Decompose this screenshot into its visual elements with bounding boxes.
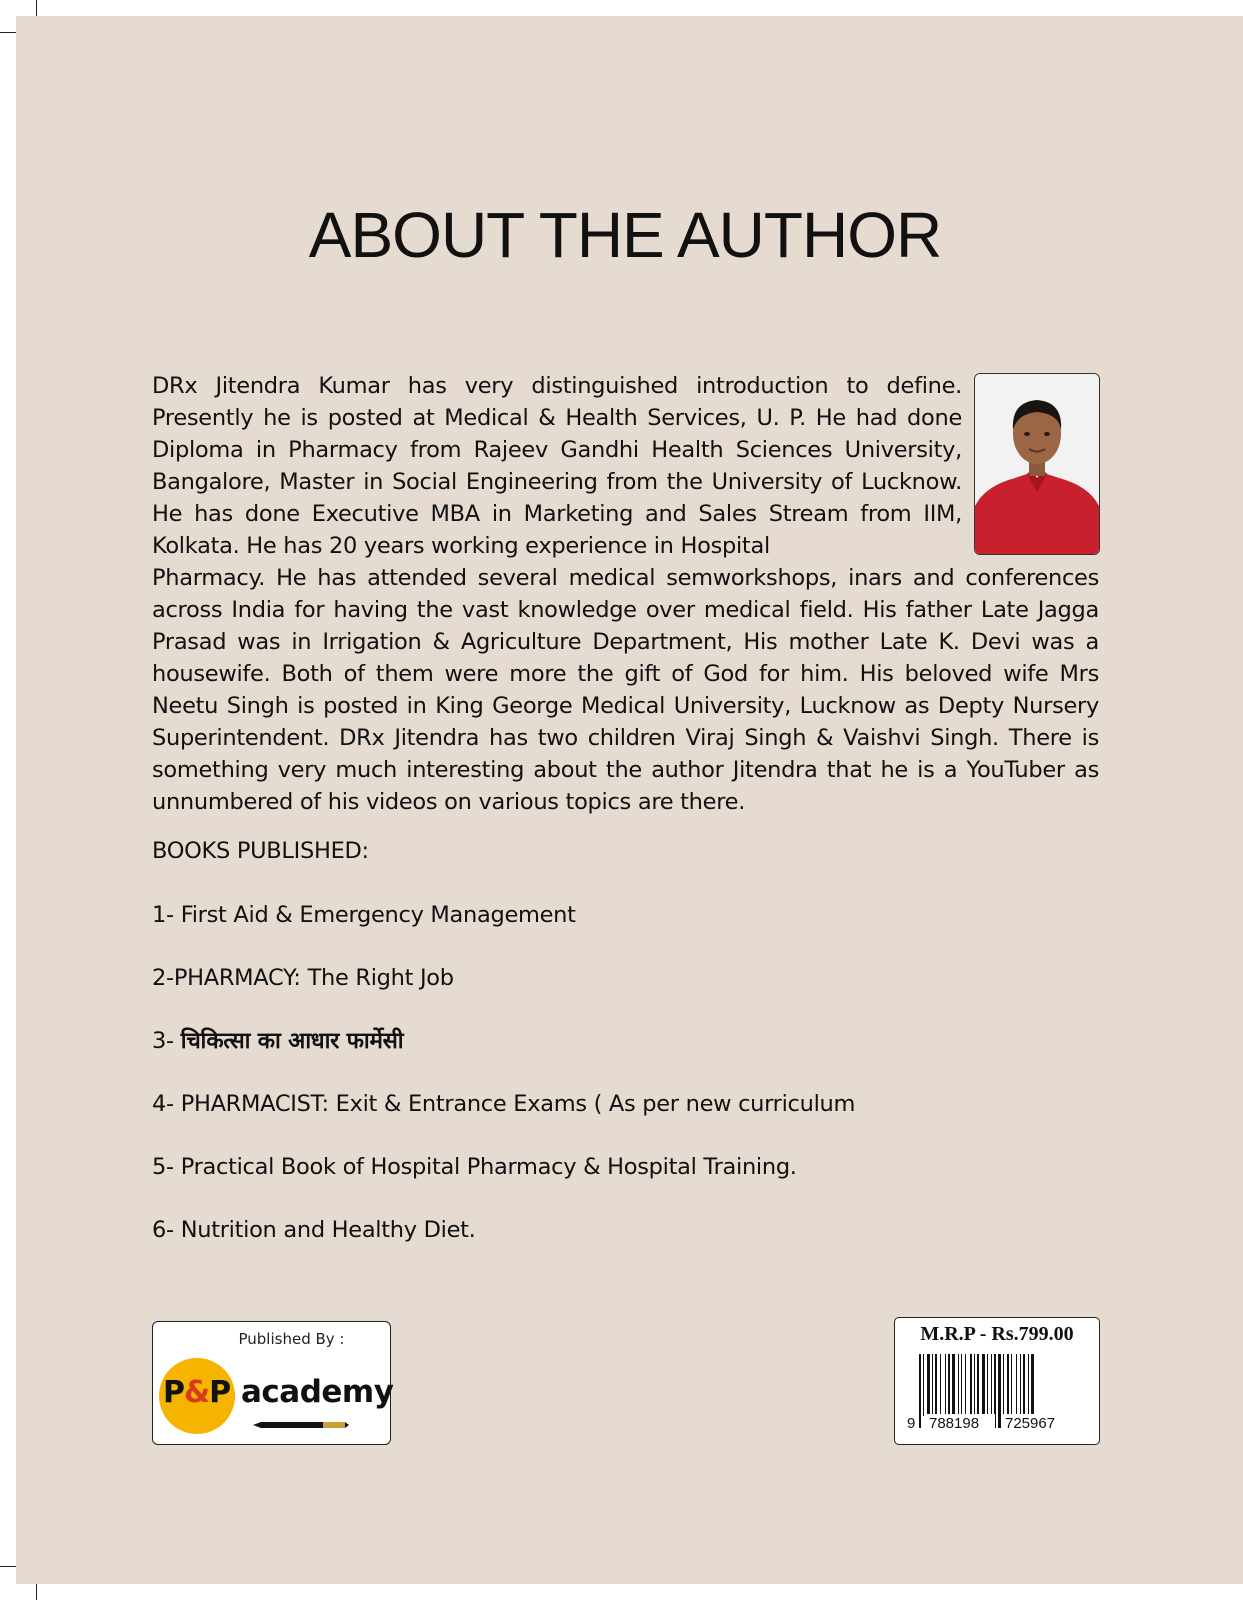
crop-mark-bottom	[36, 1584, 37, 1600]
mrp-price: M.R.P - Rs.799.00	[920, 1323, 1074, 1345]
list-item	[152, 900, 1052, 930]
bio-paragraph-continued: Pharmacy. He has attended several medical semworkshops, inars and conferences across India for having the vast knowledge over medical field. His father Late Jagga Prasad was in Irrigation & Agriculture Department, His mother Late K. Devi was a housewife. Both of them were more the gift of God for him. His beloved wife Mrs Neetu Singh is posted in King George Medical University, Lucknow as Depty Nursery Superintendent. DRx Jitendra has two children Viraj Singh & Vaishvi Singh. There is something very much interesting about the author Jitendra that he is a YouTuber as unnumbered of his videos on various topics are there.	[152, 565, 1099, 815]
crop-mark-left-bottom	[0, 1566, 16, 1567]
page-title: ABOUT THE AUTHOR	[308, 199, 942, 271]
publisher-logo-initials: P&P	[163, 1375, 231, 1410]
book-number: 6-	[152, 1217, 174, 1243]
book-title: PHARMACY: The Right Job	[173, 965, 454, 991]
bio-paragraph-start: DRx Jitendra Kumar has very distinguished introduction to define. Presently he is posted at Medical & Health Services, U. P. He had done Diploma in Pharmacy from Rajeev Gandhi Health Sciences University, Bangalore, Master in Social Engineering from the University of Lucknow. He has done Executive MBA in Marketing and Sales Stream from IIM, Kolkata. He has 20 years working experience in Hospital	[152, 373, 962, 559]
book-number: 2-	[152, 965, 174, 991]
books-heading: BOOKS PUBLISHED:	[152, 838, 369, 864]
list-item	[152, 1215, 1052, 1245]
books-published-section	[152, 836, 1052, 1278]
list-item	[152, 1089, 1052, 1119]
book-title: चिकित्सा का आधार फार्मेसी	[180, 1028, 404, 1054]
book-number: 4-	[152, 1091, 174, 1117]
publisher-logo-box	[152, 1321, 394, 1445]
isbn-barcode	[905, 1354, 1089, 1434]
books-list	[152, 900, 1052, 1245]
book-title: First Aid & Emergency Management	[180, 902, 576, 928]
isbn-lead-digit: 9	[907, 1415, 916, 1432]
price-barcode-box	[894, 1317, 1100, 1445]
crop-mark-top	[36, 0, 37, 16]
book-number: 3-	[152, 1028, 174, 1054]
book-title: Nutrition and Healthy Diet.	[180, 1217, 476, 1243]
isbn-end-digits: 725967	[1005, 1415, 1056, 1432]
book-number: 5-	[152, 1154, 174, 1180]
book-number: 1-	[152, 902, 174, 928]
author-bio	[152, 370, 1099, 818]
publisher-logo-word: academy	[241, 1374, 394, 1410]
crop-mark-left-top	[0, 32, 16, 33]
list-item	[152, 963, 1052, 993]
book-title: Practical Book of Hospital Pharmacy & Hospital Training.	[180, 1154, 797, 1180]
list-item	[152, 1026, 1052, 1056]
pen-icon	[253, 1420, 349, 1430]
isbn-mid-digits: 788198	[929, 1415, 980, 1432]
list-item	[152, 1152, 1052, 1182]
published-by-label: Published By :	[238, 1330, 345, 1348]
book-title: PHARMACIST: Exit & Entrance Exams ( As per new curriculum	[180, 1091, 856, 1117]
